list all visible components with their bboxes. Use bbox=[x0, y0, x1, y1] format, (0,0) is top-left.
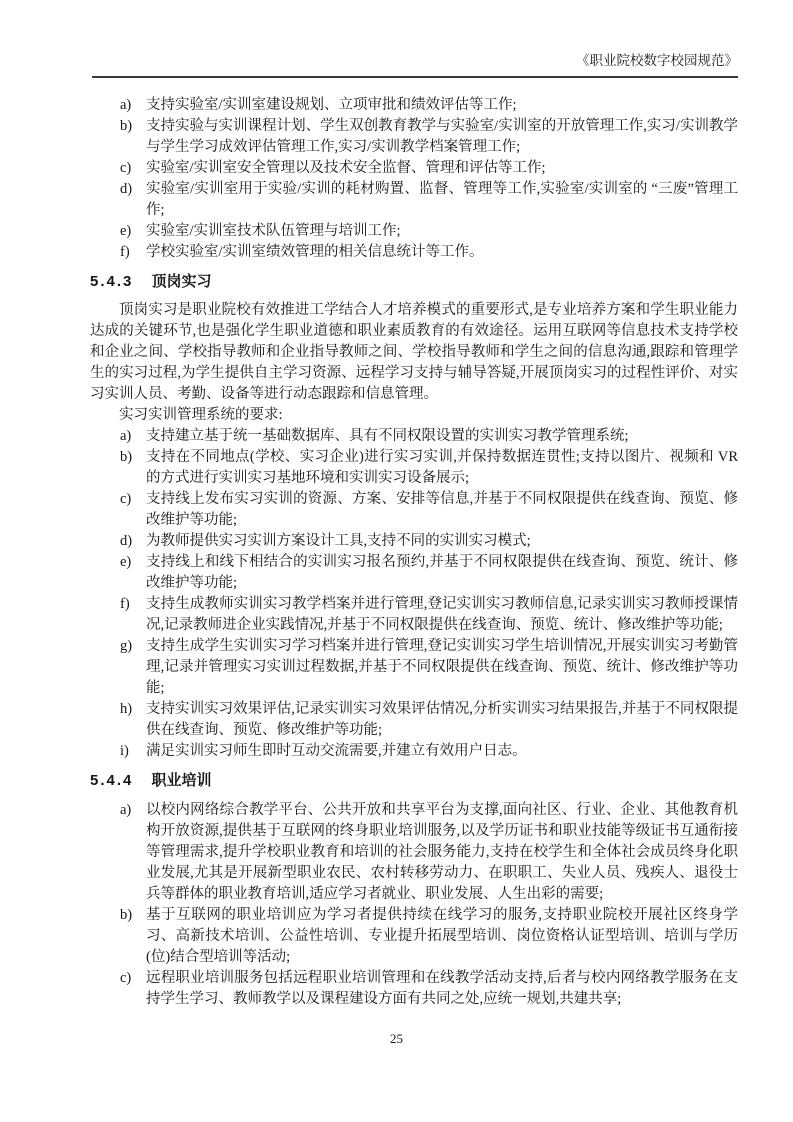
list-item bbox=[90, 800, 738, 905]
list-item-text: 支持在不同地点(学校、实习企业)进行实习实训,并保持数据连贯性;支持以图片、视频和 VR 的方式进行实训实习基地环境和实训实习设备展示; bbox=[146, 449, 738, 486]
list-item bbox=[90, 221, 738, 242]
list-item-text: 实验室/实训室技术队伍管理与培训工作; bbox=[146, 223, 401, 239]
list-item-text: 支持实验与实训课程计划、学生双创教育教学与实验室/实训室的开放管理工作,实习/实训教学与学生学习成效评估管理工作,实习/实训教学档案管理工作; bbox=[146, 118, 738, 155]
page-footer bbox=[0, 1028, 793, 1049]
list-item-marker: b) bbox=[120, 907, 133, 923]
list-item-text: 基于互联网的职业培训应为学习者提供持续在线学习的服务,支持职业院校开展社区终身学习、高新技术培训、公益性培训、专业提升拓展型培训、岗位资格认证型培训、培训与学历(位)结合型培训等活动; bbox=[146, 907, 738, 965]
list-item-text: 支持生成教师实训实习教学档案并进行管理,登记实训实习教师信息,记录实训实习教师授课情况,记录教师进企业实践情况,并基于不同权限提供在线查询、预览、统计、修改维护等功能; bbox=[146, 596, 738, 633]
list-item bbox=[90, 531, 738, 552]
list-item-marker: a) bbox=[120, 428, 132, 444]
section-heading-544 bbox=[90, 770, 738, 791]
list-item bbox=[90, 489, 738, 531]
list-item bbox=[90, 905, 738, 968]
lab-management-list bbox=[90, 95, 738, 263]
list-item-marker: a) bbox=[120, 802, 132, 818]
section-title: 职业培训 bbox=[151, 772, 212, 789]
list-item bbox=[90, 552, 738, 594]
list-item-text: 支持生成学生实训实习学习档案并进行管理,登记实训实习学生培训情况,开展实训实习考勤管理,记录并管理实习实训过程数据,并基于不同权限提供在线查询、预览、统计、修改维护等功能; bbox=[146, 638, 738, 696]
section-number: 5.4.3 bbox=[90, 273, 134, 290]
list-item bbox=[90, 447, 738, 489]
vocational-training-list bbox=[90, 800, 738, 1010]
list-item bbox=[90, 741, 738, 762]
list-item-text: 实验室/实训室安全管理以及技术安全监督、管理和评估等工作; bbox=[146, 160, 546, 176]
list-item bbox=[90, 158, 738, 179]
list-item bbox=[90, 636, 738, 699]
section-title: 顶岗实习 bbox=[151, 273, 212, 290]
list-item-text: 支持建立基于统一基础数据库、具有不同权限设置的实训实习教学管理系统; bbox=[146, 428, 629, 444]
list-item-text: 支持实训实习效果评估,记录实训实习效果评估情况,分析实训实习结果报告,并基于不同权限提供在线查询、预览、修改维护等功能; bbox=[146, 701, 738, 738]
page-header bbox=[92, 50, 738, 78]
list-item-marker: d) bbox=[120, 181, 133, 197]
section-543-paragraph: 顶岗实习是职业院校有效推进工学结合人才培养模式的重要形式,是专业培养方案和学生职业能力达成的关键环节,也是强化学生职业道德和职业素质教育的有效途径。运用互联网等信息技术支持学校和企业之间、学校指导教师和企业指导教师之间、学校指导教师和学生之间的信息沟通,跟踪和管理学生的实习过程,为学生提供自主学习资源、远程学习支持与辅导答疑,开展顶岗实习的过程性评价、对实习实训人员、考勤、设备等进行动态跟踪和信息管理。 bbox=[90, 302, 738, 402]
list-item-text: 支持线上和线下相结合的实训实习报名预约,并基于不同权限提供在线查询、预览、统计、修改维护等功能; bbox=[146, 554, 738, 591]
list-item-marker: b) bbox=[120, 449, 133, 465]
list-item-text: 以校内网络综合教学平台、公共开放和共享平台为支撑,面向社区、行业、企业、其他教育机构开放资源,提供基于互联网的终身职业培训服务,以及学历证书和职业技能等级证书互通衔接等管理需求,提升学校职业教育和培训的社会服务能力,支持在校学生和全体社会成员终身化职业发展,尤其是开展新型职业农民、农村转移劳动力、在职职工、失业人员、残疾人、退役士兵等群体的职业教育培训,适应学习者就业、职业发展、人生出彩的需要; bbox=[146, 802, 738, 902]
list-item-marker: f) bbox=[120, 244, 130, 260]
page-number: 25 bbox=[390, 1031, 403, 1046]
internship-requirements-list bbox=[90, 426, 738, 762]
list-item bbox=[90, 95, 738, 116]
list-item bbox=[90, 594, 738, 636]
list-item-marker: f) bbox=[120, 596, 130, 612]
list-item-marker: a) bbox=[120, 97, 132, 113]
list-item-marker: h) bbox=[120, 701, 133, 717]
section-heading-543 bbox=[90, 271, 738, 292]
list-item-text: 满足实训实习师生即时互动交流需要,并建立有效用户日志。 bbox=[146, 743, 527, 759]
list-item-text: 支持实验室/实训室建设规划、立项审批和绩效评估等工作; bbox=[146, 97, 517, 113]
list-item-marker: c) bbox=[120, 491, 132, 507]
requirements-lead: 实习实训管理系统的要求: bbox=[119, 407, 283, 423]
list-item bbox=[90, 426, 738, 447]
list-item-marker: d) bbox=[120, 533, 133, 549]
section-number: 5.4.4 bbox=[90, 772, 134, 789]
list-item-text: 实验室/实训室用于实验/实训的耗材购置、监督、管理等工作,实验室/实训室的 “三废”管理工作; bbox=[146, 181, 738, 218]
list-item-text: 学校实验室/实训室绩效管理的相关信息统计等工作。 bbox=[146, 244, 484, 260]
list-item-marker: c) bbox=[120, 970, 132, 986]
list-item-text: 为教师提供实习实训方案设计工具,支持不同的实训实习模式; bbox=[146, 533, 531, 549]
list-item-text: 远程职业培训服务包括远程职业培训管理和在线教学活动支持,后者与校内网络教学服务在支持学生学习、教师教学以及课程建设方面有共同之处,应统一规划,共建共享; bbox=[146, 970, 738, 1007]
list-item-marker: e) bbox=[120, 223, 132, 239]
list-item bbox=[90, 116, 738, 158]
list-item bbox=[90, 699, 738, 741]
document-title: 《职业院校数字校园规范》 bbox=[576, 53, 738, 68]
list-item bbox=[90, 179, 738, 221]
list-item-text: 支持线上发布实习实训的资源、方案、安排等信息,并基于不同权限提供在线查询、预览、修改维护等功能; bbox=[146, 491, 738, 528]
list-item-marker: c) bbox=[120, 160, 132, 176]
list-item-marker: g) bbox=[120, 638, 133, 654]
list-item bbox=[90, 968, 738, 1010]
list-item bbox=[90, 242, 738, 263]
list-item-marker: b) bbox=[120, 118, 133, 134]
list-item-marker: i) bbox=[120, 743, 129, 759]
page-content bbox=[90, 86, 738, 1010]
list-item-marker: e) bbox=[120, 554, 132, 570]
